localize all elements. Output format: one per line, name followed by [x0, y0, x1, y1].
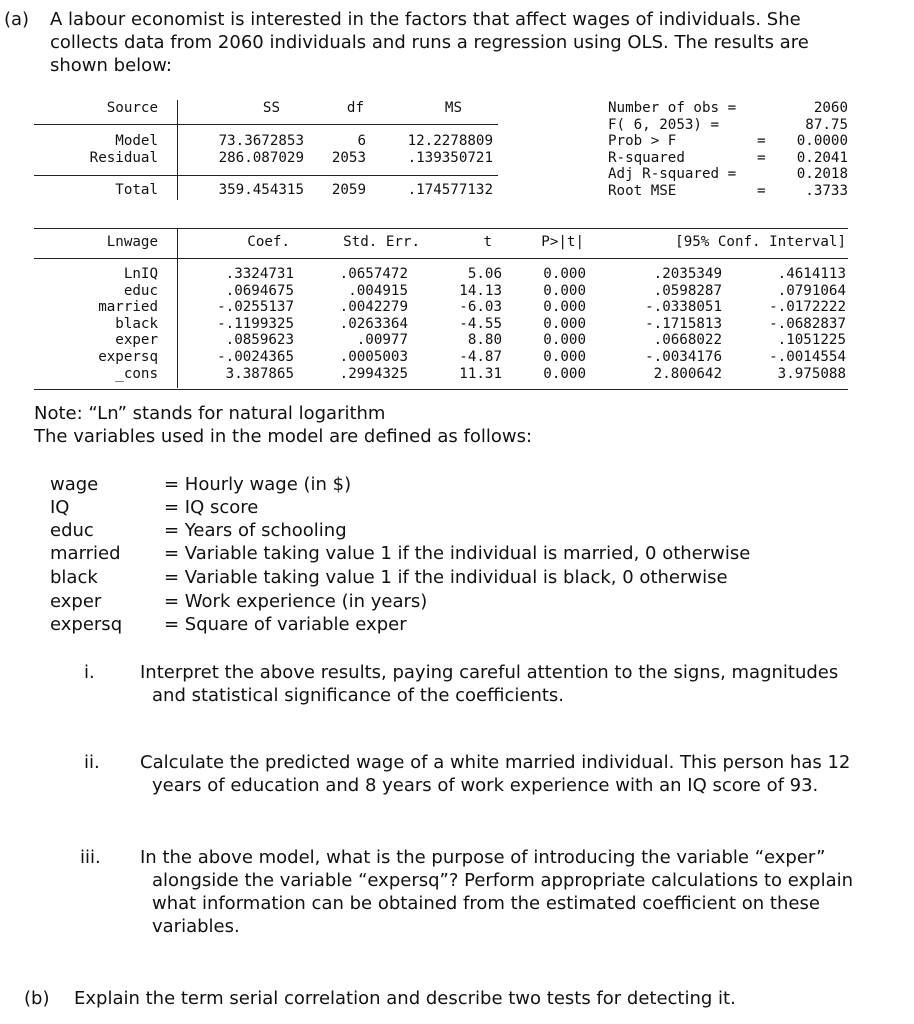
ci-upper-value: -.0014554 — [769, 348, 846, 365]
ci-upper-value: .0791064 — [777, 282, 846, 299]
anova-vline — [177, 100, 178, 200]
fit-label-nobs: Number of obs = — [608, 100, 737, 116]
anova-df-model: 6 — [357, 133, 366, 149]
fit-eq-4 — [757, 166, 766, 183]
coef-rule-top — [34, 228, 848, 229]
ci-upper-value: -.0682837 — [769, 315, 846, 332]
ci-lower-value: -.0034176 — [645, 348, 722, 365]
anova-rule-top — [34, 124, 498, 125]
t-value: 11.31 — [459, 365, 502, 382]
question-line: Calculate the predicted wage of a white married individual. This person has 12 — [140, 752, 851, 773]
ci-lower-value: .2035349 — [653, 266, 722, 282]
definition-text: = Hourly wage (in $) — [164, 474, 352, 495]
anova-ss-col — [190, 133, 304, 166]
coef-coef-col — [190, 266, 294, 382]
anova-source-total: Total — [115, 182, 158, 198]
coef-value: -.0024365 — [217, 348, 294, 365]
question-line: what information can be obtained from the estimated coefficient on these — [152, 893, 820, 914]
coef-var-expersq: expersq — [98, 348, 158, 365]
fit-stats-eq — [757, 100, 766, 200]
coef-value: .0694675 — [225, 282, 294, 299]
coef-vline — [177, 228, 178, 388]
anova-header-source: Source — [106, 100, 158, 116]
fit-value-f: 87.75 — [805, 116, 848, 133]
anova-ss-residual: 286.087029 — [218, 149, 304, 166]
anova-df-residual: 2053 — [331, 149, 366, 166]
t-value: -4.87 — [459, 348, 502, 365]
question-line: years of education and 8 years of work experience with an IQ score of 93. — [152, 775, 819, 796]
coef-value: .3324731 — [225, 266, 294, 282]
coef-header-p: P>|t| — [541, 234, 584, 250]
std-err-value: .0263364 — [339, 315, 408, 332]
fit-value-rsq: 0.2041 — [796, 149, 848, 166]
ci-lower-value: -.0338051 — [645, 299, 722, 316]
t-value: -4.55 — [459, 315, 502, 332]
definition-term: expersq — [50, 614, 123, 635]
std-err-value: .0042279 — [339, 299, 408, 316]
anova-source-model: Model — [115, 133, 158, 149]
anova-ss-model: 73.3672853 — [218, 133, 304, 149]
ci-lower-value: -.1715813 — [645, 315, 722, 332]
coef-var-black: black — [115, 315, 158, 332]
definition-term: exper — [50, 591, 102, 612]
definition-term: black — [50, 567, 98, 588]
coef-var-educ: educ — [123, 282, 158, 299]
fit-stats-labels — [608, 100, 736, 200]
ci-lower-value: .0598287 — [653, 282, 722, 299]
fit-label-f: F( 6, 2053) = — [608, 116, 720, 133]
ci-upper-value: .4614113 — [777, 266, 846, 282]
p-value: 0.000 — [543, 315, 586, 332]
std-err-value: .00977 — [356, 332, 408, 349]
anova-header-ss: SS — [262, 100, 280, 116]
anova-source-residual: Residual — [89, 149, 158, 166]
ci-upper-value: -.0172222 — [769, 299, 846, 316]
part-b-text: Explain the term serial correlation and describe two tests for detecting it. — [74, 988, 736, 1009]
anova-df-col — [318, 133, 366, 166]
p-value: 0.000 — [543, 299, 586, 316]
coef-var-col — [60, 266, 158, 382]
anova-header-ms: MS — [444, 100, 462, 116]
definition-text: = Work experience (in years) — [164, 591, 428, 612]
t-value: -6.03 — [459, 299, 502, 316]
question-number: ii. — [84, 752, 100, 773]
question-line: In the above model, what is the purpose of introducing the variable “exper” — [140, 847, 826, 868]
definition-term: IQ — [50, 497, 70, 518]
fit-value-probf: 0.0000 — [796, 133, 848, 150]
definitions-intro: The variables used in the model are defined as follows: — [34, 426, 533, 447]
coef-rule-bottom — [34, 389, 848, 390]
fit-label-rmse: Root MSE — [608, 182, 677, 199]
fit-eq-2: = — [757, 133, 766, 150]
std-err-value: .0657472 — [339, 266, 408, 282]
std-err-value: .004915 — [348, 282, 408, 299]
part-a-label: (a) — [4, 9, 30, 30]
question-number: iii. — [80, 847, 101, 868]
definition-term: married — [50, 543, 121, 564]
coef-t-col — [440, 266, 502, 382]
fit-value-nobs: 2060 — [813, 100, 848, 116]
coef-header-coef: Coef. — [247, 234, 290, 250]
coef-var-lniq: LnIQ — [123, 266, 158, 282]
coef-ci-hi-col — [740, 266, 846, 382]
intro-line-2: collects data from 2060 individuals and runs a regression using OLS. The results are — [50, 32, 809, 53]
coef-ci-lo-col — [620, 266, 722, 382]
fit-label-rsq: R-squared — [608, 149, 685, 166]
coef-header-t: t — [483, 234, 492, 250]
ci-upper-value: 3.975088 — [777, 365, 846, 382]
p-value: 0.000 — [543, 332, 586, 349]
coef-header-var: Lnwage — [106, 234, 158, 250]
anova-df-total: 2059 — [331, 182, 366, 198]
question-line: alongside the variable “expersq”? Perform appropriate calculations to explain — [152, 870, 854, 891]
question-number: i. — [84, 662, 95, 683]
definition-text: = Years of schooling — [164, 520, 347, 541]
t-value: 5.06 — [467, 266, 502, 282]
question-line: Interpret the above results, paying careful attention to the signs, magnitudes — [140, 662, 839, 683]
fit-stats-values — [770, 100, 848, 200]
p-value: 0.000 — [543, 266, 586, 282]
anova-ms-model: 12.2278809 — [407, 133, 493, 149]
intro-line-3: shown below: — [50, 55, 172, 76]
coef-value: 3.387865 — [225, 365, 294, 382]
coef-var-married: married — [98, 299, 158, 316]
fit-eq-0 — [757, 100, 766, 117]
coef-value: -.0255137 — [217, 299, 294, 316]
std-err-value: .2994325 — [339, 365, 408, 382]
part-b-label: (b) — [24, 988, 50, 1009]
std-err-value: .0005003 — [339, 348, 408, 365]
ci-upper-value: .1051225 — [777, 332, 846, 349]
coef-value: -.1199325 — [217, 315, 294, 332]
fit-eq-3: = — [757, 149, 766, 166]
anova-ms-col — [380, 133, 493, 166]
question-line: variables. — [152, 916, 240, 937]
anova-ss-total: 359.454315 — [218, 182, 304, 198]
definition-text: = IQ score — [164, 497, 259, 518]
definition-term: educ — [50, 520, 94, 541]
definition-term: wage — [50, 474, 99, 495]
p-value: 0.000 — [543, 282, 586, 299]
anova-source-col — [60, 133, 158, 166]
coef-p-col — [520, 266, 586, 382]
anova-rule-total — [34, 175, 498, 176]
anova-ms-residual: .139350721 — [407, 149, 493, 166]
definition-text: = Square of variable exper — [164, 614, 407, 635]
coef-rule-header — [34, 258, 848, 259]
question-line: and statistical significance of the coefficients. — [152, 685, 565, 706]
note: Note: “Ln” stands for natural logarithm — [34, 403, 386, 424]
coef-header-ci: [95% Conf. Interval] — [675, 234, 846, 250]
fit-eq-1 — [757, 117, 766, 134]
coef-value: .0859623 — [225, 332, 294, 349]
fit-value-rmse: .3733 — [805, 182, 848, 199]
p-value: 0.000 — [543, 348, 586, 365]
t-value: 8.80 — [467, 332, 502, 349]
coef-var-cons: _cons — [115, 365, 158, 382]
coef-se-col — [310, 266, 408, 382]
fit-label-probf: Prob > F — [608, 133, 677, 150]
t-value: 14.13 — [459, 282, 502, 299]
ci-lower-value: 2.800642 — [653, 365, 722, 382]
definition-text: = Variable taking value 1 if the individual is married, 0 otherwise — [164, 543, 751, 564]
fit-label-adjrsq: Adj R-squared = — [608, 166, 737, 183]
ci-lower-value: .0668022 — [653, 332, 722, 349]
intro-line-1: A labour economist is interested in the factors that affect wages of individuals. She — [50, 9, 801, 30]
anova-ms-total: .174577132 — [407, 182, 493, 198]
definition-text: = Variable taking value 1 if the individual is black, 0 otherwise — [164, 567, 728, 588]
coef-header-se: Std. Err. — [343, 234, 420, 250]
anova-header-df: df — [346, 100, 364, 116]
p-value: 0.000 — [543, 365, 586, 382]
fit-value-adjrsq: 0.2018 — [796, 166, 848, 183]
coef-var-exper: exper — [115, 332, 158, 349]
fit-eq-5: = — [757, 182, 766, 199]
